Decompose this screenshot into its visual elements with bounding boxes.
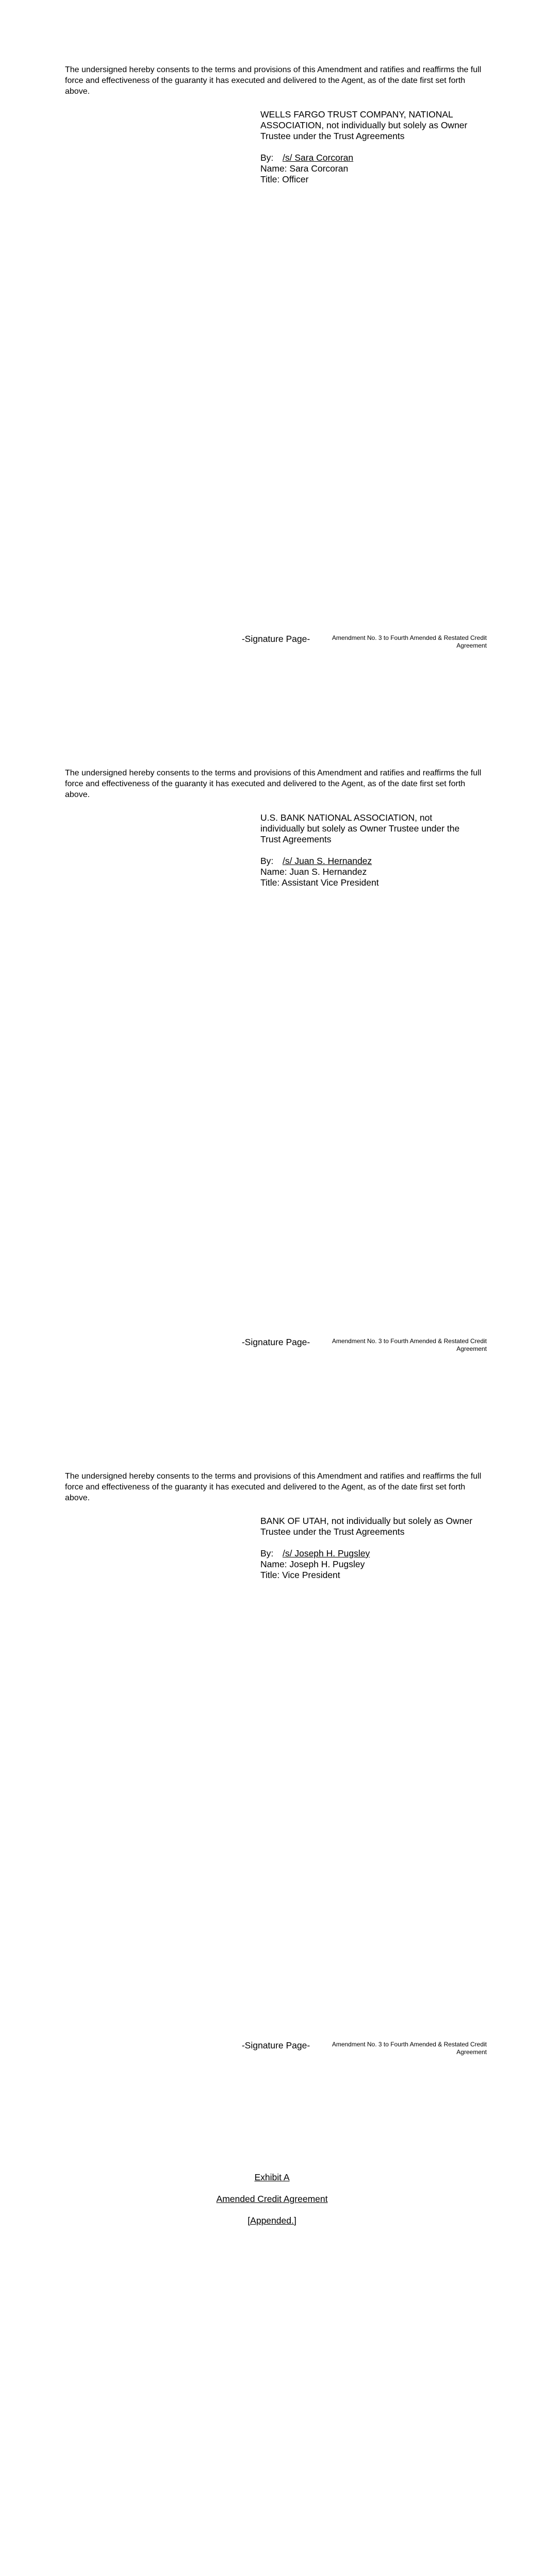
signature-block xyxy=(260,109,477,185)
page-footer-document: Amendment No. 3 to Fourth Amended & Restated Credit Agreement xyxy=(332,634,487,649)
by-label: By: xyxy=(260,1548,274,1558)
signature: /s/ Joseph H. Pugsley xyxy=(283,1548,370,1558)
signatory-entity: WELLS FARGO TRUST COMPANY, NATIONAL ASSOCIATION, not individually but solely as Owner Trustee under the Trust Agreements xyxy=(260,109,468,141)
exhibit-note xyxy=(0,2215,544,2226)
signature-page-2 xyxy=(0,703,544,1406)
signature-page-1 xyxy=(0,0,544,703)
signatory-entity: U.S. BANK NATIONAL ASSOCIATION, not individually but solely as Owner Trustee under the Trust Agreements xyxy=(260,812,460,844)
signature-line xyxy=(260,1548,477,1559)
by-label: By: xyxy=(260,856,274,866)
page-footer-label: -Signature Page- xyxy=(241,2040,310,2050)
exhibit-heading xyxy=(0,2172,544,2183)
signature-page-3 xyxy=(0,1406,544,2110)
exhibit-heading-text: Exhibit A xyxy=(254,2172,290,2182)
signatory-title: Title: Vice President xyxy=(260,1570,340,1580)
exhibit-page xyxy=(0,2110,544,2576)
consent-paragraph: The undersigned hereby consents to the terms and provisions of this Amendment and ratifies and reaffirms the full force and effectiveness of the guaranty it has executed and delivered to the Agent, as of the date first set forth above. xyxy=(65,1472,482,1502)
signature-line xyxy=(260,856,477,867)
signature: /s/ Sara Corcoran xyxy=(283,152,354,163)
consent-paragraph: The undersigned hereby consents to the terms and provisions of this Amendment and ratifies and reaffirms the full force and effectiveness of the guaranty it has executed and delivered to the Agent, as of the date first set forth above. xyxy=(65,769,482,799)
signatory-name: Name: Joseph H. Pugsley xyxy=(260,1559,365,1569)
consent-paragraph: The undersigned hereby consents to the terms and provisions of this Amendment and ratifies and reaffirms the full force and effectiveness of the guaranty it has executed and delivered to the Agent, as of the date first set forth above. xyxy=(65,65,482,96)
signatory-name: Name: Juan S. Hernandez xyxy=(260,867,367,877)
signature-line xyxy=(260,152,477,163)
signatory-entity: BANK OF UTAH, not individually but solely as Owner Trustee under the Trust Agreements xyxy=(260,1516,473,1537)
signature: /s/ Juan S. Hernandez xyxy=(283,856,372,866)
signatory-title: Title: Assistant Vice President xyxy=(260,877,379,888)
signatory-name: Name: Sara Corcoran xyxy=(260,163,349,174)
page-footer-label: -Signature Page- xyxy=(241,1337,310,1347)
exhibit-note-text: [Appended.] xyxy=(248,2215,296,2226)
exhibit-subheading-text: Amended Credit Agreement xyxy=(216,2194,328,2204)
page-footer-label: -Signature Page- xyxy=(241,634,310,644)
page-footer-document: Amendment No. 3 to Fourth Amended & Restated Credit Agreement xyxy=(332,1337,487,1352)
page-footer-document: Amendment No. 3 to Fourth Amended & Restated Credit Agreement xyxy=(332,2041,487,2056)
signature-block xyxy=(260,812,477,888)
by-label: By: xyxy=(260,152,274,163)
signatory-title: Title: Officer xyxy=(260,174,309,184)
signature-block xyxy=(260,1516,477,1581)
exhibit-subheading xyxy=(0,2194,544,2205)
